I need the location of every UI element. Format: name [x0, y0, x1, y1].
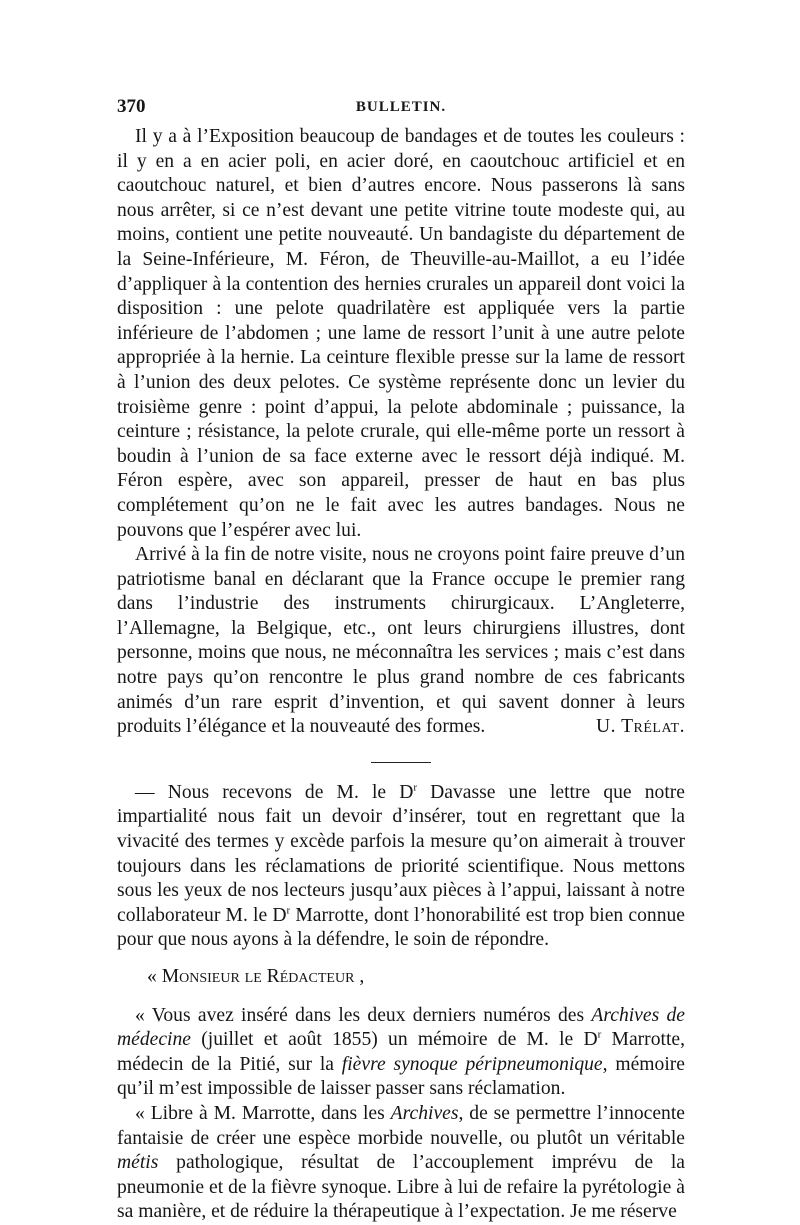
notice-text-2: Davasse une lettre que notre impartialité nous fait un devoir d’insérer, tout en regrettant que la vivacité des termes y excède parfois la mesure qu’on aimerait à trouver toujours dans les réclamations de priorité scientifique. Nous mettons sous les yeux de nos lecteurs jusqu’aux pièces à l’appui, laissant à notre collaborateur M. le D	[117, 781, 685, 926]
journal-title: Archives de médecine	[117, 1004, 685, 1051]
superscript-r: r	[286, 904, 291, 917]
letter-text-1: « Vous avez inséré dans les deux derniers numéros des	[135, 1004, 592, 1026]
letter-text-7: pathologique, résultat de l’accouplement imprévu de la pneumonie et de la fièvre synoque. Libre à lui de refaire la pyrétologie à sa manière, et de réduire la thérapeutique à l’expectation. Je me réserve	[117, 1152, 685, 1223]
notice-text-1: — Nous recevons de M. le D	[135, 781, 414, 803]
author-signature: U. Trélat.	[595, 716, 685, 738]
letter-salutation: « Monsieur le Rédacteur ,	[147, 966, 365, 987]
page-number: 370	[117, 96, 146, 117]
letter-paragraph-2	[117, 1102, 685, 1225]
article-paragraph-2-text: Arrivé à la fin de notre visite, nous ne croyons point faire preuve d’un patriotisme banal en déclarant que la France occupe le premier rang dans l’industrie des instruments chirurgicaux. L’Angleterre, l’Allemagne, la Belgique, etc., ont leurs chirurgiens illustres, dont personne, moins que nous, ne méconnaîtra les services ; mais c’est dans notre pays qu’on rencontre le plus grand nombre de ces fabricants animés d’un rare esprit d’invention, et qui savent donner à leurs produits l’élégance et la nouveauté des formes.	[117, 544, 685, 738]
letter-text-6: , de se permettre l’innocente fantaisie de créer une espèce morbide nouvelle, ou plutôt un véritable	[117, 1102, 685, 1149]
letter-paragraph-1	[117, 1004, 685, 1102]
letter-text-4: , mémoire qu’il m’est impossible de laisser passer sans réclamation.	[117, 1053, 685, 1100]
page-body	[117, 125, 685, 1225]
section-divider	[371, 762, 431, 763]
article-paragraph-2	[117, 543, 685, 740]
notice-paragraph	[117, 781, 685, 953]
journal-short-title: Archives	[390, 1102, 459, 1124]
disease-title: fièvre synoque péripneumonique	[341, 1053, 603, 1075]
notice-text-3: Marrotte, dont l’honorabilité est trop bien connue pour que nous ayons à la défendre, le soin de répondre.	[117, 904, 685, 951]
letter-text-3: Marrotte, médecin de la Pitié, sur la	[117, 1029, 685, 1075]
letter-text-5: « Libre à M. Marrotte, dans les	[135, 1102, 391, 1124]
article-paragraph-1: Il y a à l’Exposition beaucoup de bandages et de toutes les couleurs : il y en a en acier poli, en acier doré, en caoutchouc artificiel et en caoutchouc naturel, et bien d’autres encore. Nous passerons là sans nous arrêter, si ce n’est devant une petite vitrine toute modeste qui, au moins, contient une petite nouveauté. Un bandagiste du département de la Seine-Inférieure, M. Féron, de Theuville-au-Maillot, a eu l’idée d’appliquer à la contention des hernies crurales un appareil dont voici la disposition : une pelote quadrilatère est appliquée vers la partie inférieure de l’abdomen ; une lame de ressort l’unit à une autre pelote appropriée à la hernie. La ceinture flexible presse sur la lame de ressort à l’union des deux pelotes. Ce système représente donc un levier du troisième genre : point d’appui, la pelote abdominale ; puissance, la ceinture ; résistance, la pelote crurale, qui elle-même porte un ressort à boudin à l’union de sa face externe avec le ressort déjà indiqué. M. Féron espère, avec son appareil, presser de haut en bas plus complétement qu’on ne le fait avec les autres bandages. Nous ne pouvons que l’espérer avec lui.	[117, 126, 685, 541]
superscript-r: r	[413, 781, 418, 794]
superscript-r: r	[597, 1028, 602, 1041]
page-header	[117, 96, 685, 120]
letter-text-2: (juillet et août 1855) un mémoire de M. le D	[190, 1029, 598, 1051]
running-title: BULLETIN.	[355, 99, 447, 115]
metis-word: métis	[117, 1152, 159, 1174]
